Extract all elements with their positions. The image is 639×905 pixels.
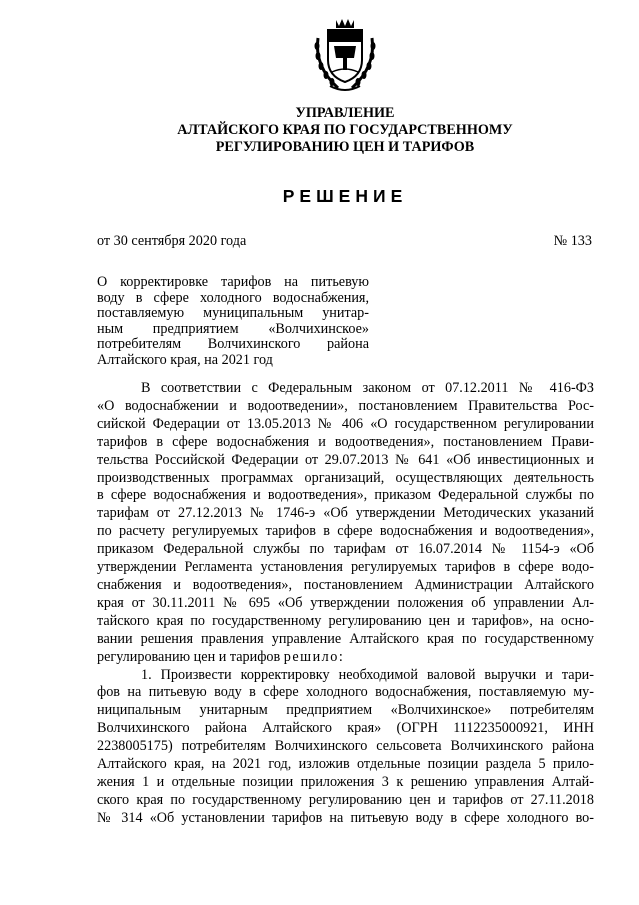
item1-line: Алтайского края, на 2021 год, изложив отдельные позиции раздела 5 прило- (97, 756, 594, 773)
preamble-final-line (97, 649, 594, 667)
item1-line: Волчихинского района Алтайского края» (ОГРН 1112235000921, ИНН (97, 720, 594, 737)
preamble-colon: : (338, 648, 343, 665)
decision-body (97, 380, 594, 828)
preamble-line: снабжения и водоотведения», постановлением Администрации Алтайского (97, 576, 594, 593)
preamble-final-text: регулированию цен и тарифов (97, 648, 281, 665)
document-type-title: РЕШЕНИЕ (282, 186, 408, 206)
preamble-line: края от 30.11.2011 № 695 «Об утверждении положения об управлении Ал- (97, 594, 594, 611)
preamble-line: сийской Федерации от 13.05.2013 № 406 «О государственном регулировании (97, 415, 594, 432)
subject-line: воду в сфере холодного водоснабжения, (97, 289, 369, 306)
agency-name (140, 105, 550, 156)
preamble-line: в сфере водоснабжения и водоотведения», приказом Федеральной службы по (97, 487, 594, 504)
item1-line: 2238005175) потребителям Волчихинского сельсовета Волчихинского района (97, 738, 594, 755)
subject-line: потребителям Волчихинского района (97, 336, 369, 353)
preamble-line: «О водоснабжении и водоотведении», постановлением Правительства Рос- (97, 397, 594, 414)
preamble-line: производственных программах организаций, осуществляющих деятельность (97, 469, 594, 486)
subject-line: ным предприятием «Волчихинское» (97, 320, 369, 337)
subject-line: Алтайского края, на 2021 год (97, 351, 273, 368)
preamble-line: по расчету регулируемых тарифов в сфере водоснабжения и водоотведения», (97, 523, 594, 540)
agency-line: УПРАВЛЕНИЕ (295, 105, 395, 121)
preamble-line: тарифов в сфере водоснабжения и водоотведения», постановлением Прави- (97, 433, 594, 450)
preamble-line: вании решения правления управление Алтайского края по государственному (97, 630, 594, 647)
item1-line: № 314 «Об установлении тарифов на питьевую воду в сфере холодного во- (97, 809, 594, 826)
decision-number: № 133 (553, 233, 592, 249)
preamble-line: тельства Российской Федерации от 29.07.2013 № 641 «Об инвестиционных и (97, 451, 594, 468)
decision-subject (97, 275, 369, 369)
item1-line: ниципальным унитарным предприятием «Волчихинское» потребителям (97, 702, 594, 719)
agency-line: РЕГУЛИРОВАНИЮ ЦЕН И ТАРИФОВ (215, 139, 475, 155)
item1-line: 1. Произвести корректировку необходимой валовой выручки и тари- (141, 666, 594, 683)
agency-line: АЛТАЙСКОГО КРАЯ ПО ГОСУДАРСТВЕННОМУ (177, 122, 513, 138)
item1-line: ского края по государственному регулированию цен и тарифов от 27.11.2018 (97, 791, 594, 808)
preamble-line: приказом Федеральной службы по тарифам от 16.07.2014 № 1154-э «Об (97, 541, 594, 558)
subject-line: О корректировке тарифов на питьевую (97, 274, 369, 290)
subject-line: поставляемую муниципальным унитар- (97, 305, 369, 322)
preamble-line: утверждении Регламента установления регулируемых тарифов в сфере водо- (97, 559, 594, 576)
decided-word: решило (283, 648, 339, 665)
decision-date: от 30 сентября 2020 года (97, 233, 247, 249)
preamble-line: тайского края по государственному регулированию цен и тарифов», на осно- (97, 612, 594, 629)
preamble-line: тарифам от 27.12.2013 № 1746-э «Об утверждении Методических указаний (97, 505, 594, 522)
coat-of-arms-icon (308, 16, 382, 94)
item1-line: жения 1 и отдельные позиции приложения 3 к решению управления Алтай- (97, 773, 594, 790)
item1-line: фов на питьевую воду в сфере холодного водоснабжения, поставляемую му- (97, 684, 594, 701)
preamble-line: В соответствии с Федеральным законом от 07.12.2011 № 416-ФЗ (141, 380, 594, 396)
